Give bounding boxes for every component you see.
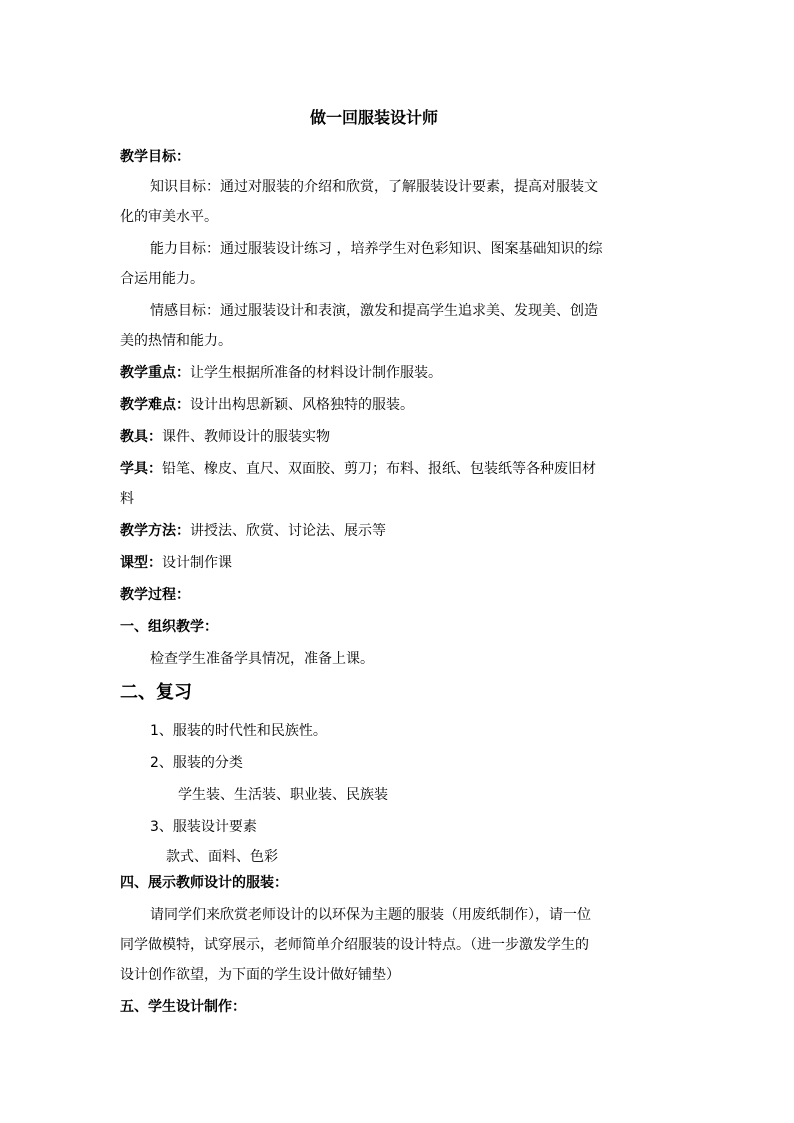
teaching-methods-text: 讲授法、欣赏、讨论法、展示等	[190, 523, 386, 539]
key-point	[120, 364, 442, 382]
teaching-aids-label: 教具：	[120, 429, 162, 445]
learning-tools-text-line2: 料	[120, 491, 134, 507]
difficult-point-label: 教学难点：	[120, 397, 190, 413]
section4-line2: 同学做模特，试穿展示，老师简单介绍服装的设计特点。（进一步激发学生的	[120, 937, 589, 953]
knowledge-goal-line2: 化的审美水平。	[120, 209, 218, 225]
learning-tools-text-line1: 铅笔、橡皮、直尺、双面胶、剪刀；布料、报纸、包装纸等各种废旧材	[162, 461, 596, 477]
section1-content: 检查学生准备学具情况，准备上课。	[150, 651, 374, 667]
ability-goal-line2: 合运用能力。	[120, 271, 204, 287]
section2-item2: 2、服装的分类	[150, 755, 243, 771]
learning-tools-label: 学具：	[120, 461, 162, 477]
teaching-methods	[120, 522, 386, 540]
learning-tools	[120, 460, 596, 478]
section2-item3: 3、服装设计要素	[150, 819, 257, 835]
difficult-point	[120, 396, 414, 414]
section2-item2-detail: 学生装、生活装、职业装、民族装	[178, 787, 388, 803]
knowledge-goal-line1: 知识目标：通过对服装的介绍和欣赏，了解服装设计要素，提高对服装文	[150, 179, 598, 195]
lesson-type-text: 设计制作课	[162, 555, 232, 571]
lesson-type	[120, 554, 232, 572]
lesson-type-label: 课型：	[120, 555, 162, 571]
section1-heading: 一、组织教学：	[120, 619, 218, 635]
section4-line1: 请同学们来欣赏老师设计的以环保为主题的服装（用废纸制作），请一位	[150, 907, 591, 923]
section5-heading: 五、学生设计制作：	[120, 999, 246, 1015]
document-title: 做一回服装设计师	[310, 108, 439, 127]
section2-item1: 1、服装的时代性和民族性。	[150, 723, 327, 739]
teaching-methods-label: 教学方法：	[120, 523, 190, 539]
process-heading: 教学过程：	[120, 587, 190, 603]
section2-item3-detail: 款式、面料、色彩	[166, 849, 278, 865]
section4-line3: 设计创作欲望，为下面的学生设计做好铺垫）	[120, 967, 400, 983]
ability-goal-line1: 能力目标：通过服装设计练习 ，培养学生对色彩知识、图案基础知识的综	[150, 241, 603, 257]
section2-heading: 二、复习	[120, 682, 192, 703]
objectives-heading: 教学目标：	[120, 149, 190, 165]
teaching-aids	[120, 428, 330, 446]
emotion-goal-line2: 美的热情和能力。	[120, 333, 232, 349]
teaching-aids-text: 课件、教师设计的服装实物	[162, 429, 330, 445]
section4-heading: 四、展示教师设计的服装：	[120, 875, 288, 891]
emotion-goal-line1: 情感目标：通过服装设计和表演，激发和提高学生追求美、发现美、创造	[150, 303, 598, 319]
difficult-point-text: 设计出构思新颖、风格独特的服装。	[190, 397, 414, 413]
key-point-text: 让学生根据所准备的材料设计制作服装。	[190, 365, 442, 381]
key-point-label: 教学重点：	[120, 365, 190, 381]
